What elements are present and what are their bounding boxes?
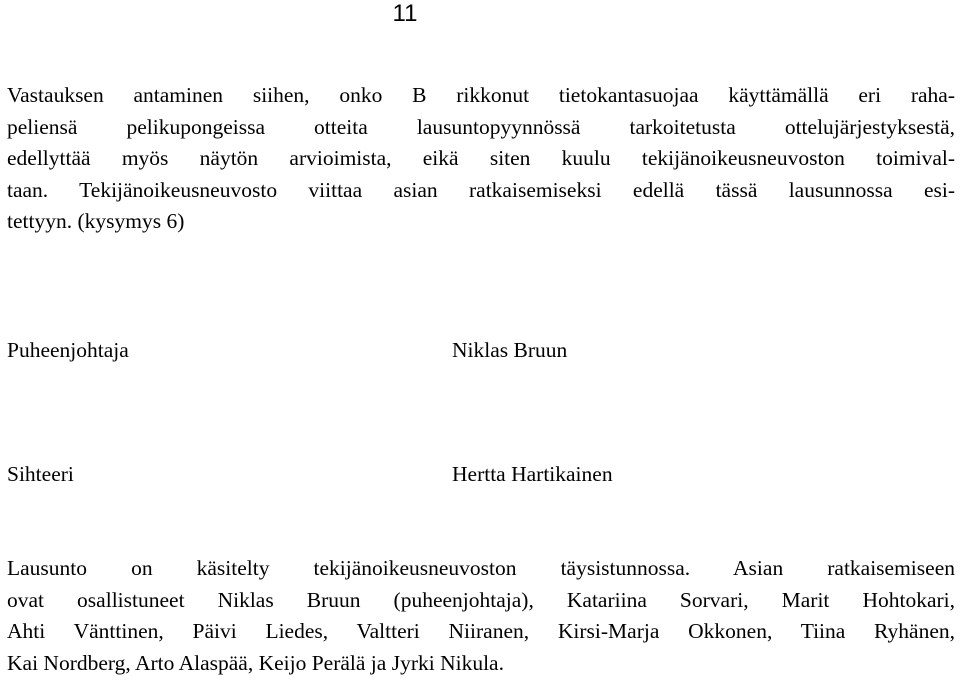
- paragraph-line: peliensä pelikupongeissa otteita lausuntopyynnössä tarkoitetusta ottelujärjestyksestä,: [7, 114, 955, 139]
- paragraph-line: tettyyn. (kysymys 6): [7, 209, 185, 233]
- paragraph-line: ovat osallistuneet Niklas Bruun (puheenjohtaja), Katariina Sorvari, Marit Hohtokari,: [7, 587, 955, 612]
- paragraph-line: Kai Nordberg, Arto Alaspää, Keijo Perälä ja Jyrki Nikula.: [7, 650, 504, 675]
- paragraph-line: edellyttää myös näytön arvioimista, eikä siten kuulu tekijänoikeusneuvoston toimival-: [7, 146, 955, 170]
- paragraph-decision: [7, 80, 955, 238]
- paragraph-line: Ahti Vänttinen, Päivi Liedes, Valtteri Niiranen, Kirsi-Marja Okkonen, Tiina Ryhänen,: [7, 619, 955, 643]
- paragraph-participants: [7, 553, 955, 679]
- paragraph-line: taan. Tekijänoikeusneuvosto viittaa asian ratkaisemiseksi edellä tässä lausunnossa esi-: [7, 177, 955, 202]
- signature-role: Puheenjohtaja: [7, 338, 129, 362]
- paragraph-line: Vastauksen antaminen siihen, onko B rikkonut tietokantasuojaa käyttämällä eri raha-: [7, 83, 955, 107]
- page-number: 11: [392, 0, 418, 27]
- signature-name: Niklas Bruun: [452, 338, 568, 362]
- paragraph-line: Lausunto on käsitelty tekijänoikeusneuvoston täysistunnossa. Asian ratkaisemiseen: [7, 556, 955, 580]
- signature-name: Hertta Hartikainen: [452, 462, 613, 486]
- signature-role: Sihteeri: [7, 462, 74, 486]
